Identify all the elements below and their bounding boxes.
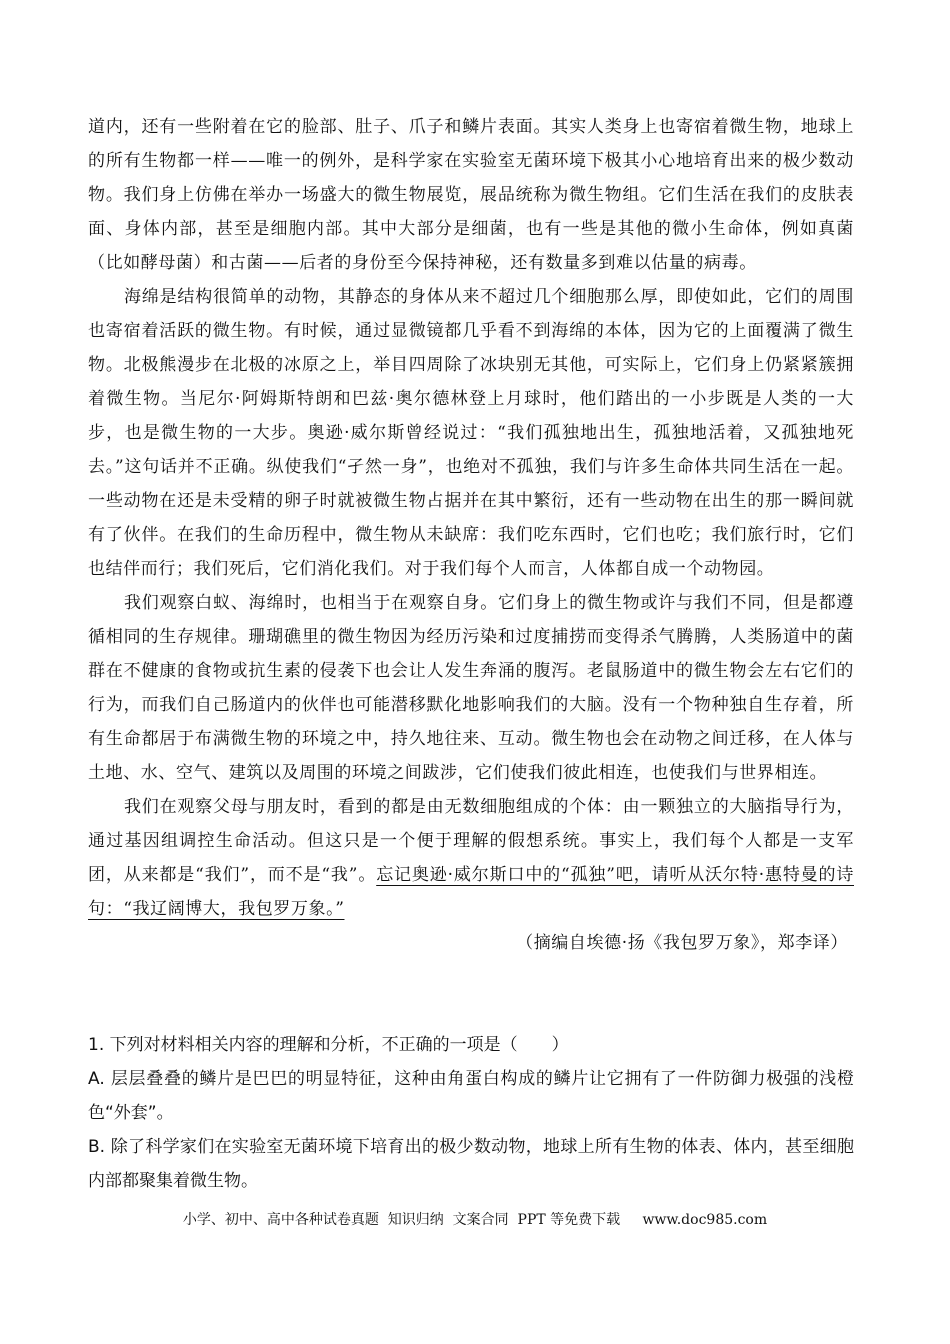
page-footer: 小学、初中、高中各种试卷真题 知识归纳 文案合同 PPT 等免费下载 www.doc985.com xyxy=(182,1212,768,1228)
article-paragraph-4 xyxy=(88,790,854,926)
article-paragraph-2: 海绵是结构很简单的动物，其静态的身体从来不超过几个细胞那么厚，即使如此，它们的周围也寄宿着活跃的微生物。有时候，通过显微镜都几乎看不到海绵的本体，因为它的上面覆满了微生物。北极熊漫步在北极的冰原之上，举目四周除了冰块别无其他，可实际上，它们身上仍紧紧簇拥着微生物。当尼尔·阿姆斯特朗和巴兹·奥尔德林登上月球时，他们踏出的一小步既是人类的一大步，也是微生物的一大步。奥逊·威尔斯曾经说过：“我们孤独地出生，孤独地活着，又孤独地死去。”这句话并不正确。纵使我们“孑然一身”，也绝对不孤独，我们与许多生命体共同生活在一起。一些动物在还是未受精的卵子时就被微生物占据并在其中繁衍，还有一些动物在出生的那一瞬间就有了伙伴。在我们的生命历程中，微生物从未缺席：我们吃东西时，它们也吃；我们旅行时，它们也结伴而行；我们死后，它们消化我们。对于我们每个人而言，人体都自成一个动物园。 xyxy=(88,287,854,579)
question-stem: 1. 下列对材料相关内容的理解和分析，不正确的一项是（ ） xyxy=(88,1035,569,1055)
underlined-sentence: 忘记奥逊·威尔斯口中的“孤独”吧，请听从沃尔特·惠特曼的诗句：“我辽阔博大，我包罗万象。” xyxy=(88,865,854,919)
article-paragraph-4-text: 我们在观察父母与朋友时，看到的都是由无数细胞组成的个体：由一颗独立的大脑指导行为，通过基因组调控生命活动。但这只是一个便于理解的假想系统。事实上，我们每个人都是一支军团，从来都是“我们”，而不是“我”。 xyxy=(88,797,854,885)
question-block xyxy=(88,1028,854,1198)
article-paragraph-1: 道内，还有一些附着在它的脸部、肚子、爪子和鳞片表面。其实人类身上也寄宿着微生物，地球上的所有生物都一样——唯一的例外，是科学家在实验室无菌环境下极其小心地培育出来的极少数动物。我们身上仿佛在举办一场盛大的微生物展览，展品统称为微生物组。它们生活在我们的皮肤表面、身体内部，甚至是细胞内部。其中大部分是细菌，也有一些是其他的微小生命体，例如真菌（比如酵母菌）和古菌——后者的身份至今保持神秘，还有数量多到难以估量的病毒。 xyxy=(88,117,854,273)
option-a: A. 层层叠叠的鳞片是巴巴的明显特征，这种由角蛋白构成的鳞片让它拥有了一件防御力极强的浅橙色“外套”。 xyxy=(88,1069,854,1123)
article-source: （摘编自埃德·扬《我包罗万象》，郑李译） xyxy=(516,933,848,953)
option-b: B. 除了科学家们在实验室无菌环境下培育出的极少数动物，地球上所有生物的体表、体内，甚至细胞内部都聚集着微生物。 xyxy=(88,1137,854,1191)
article-body xyxy=(88,110,854,960)
article-paragraph-3: 我们观察白蚁、海绵时，也相当于在观察自身。它们身上的微生物或许与我们不同，但是都遵循相同的生存规律。珊瑚礁里的微生物因为经历污染和过度捕捞而变得杀气腾腾，人类肠道中的菌群在不健康的食物或抗生素的侵袭下也会让人发生奔涌的腹泻。老鼠肠道中的微生物会左右它们的行为，而我们自己肠道内的伙伴也可能潜移默化地影响我们的大脑。没有一个物种独自生存着，所有生命都居于布满微生物的环境之中，持久地往来、互动。微生物也会在动物之间迁移，在人体与土地、水、空气、建筑以及周围的环境之间跋涉，它们使我们彼此相连，也使我们与世界相连。 xyxy=(88,593,854,783)
